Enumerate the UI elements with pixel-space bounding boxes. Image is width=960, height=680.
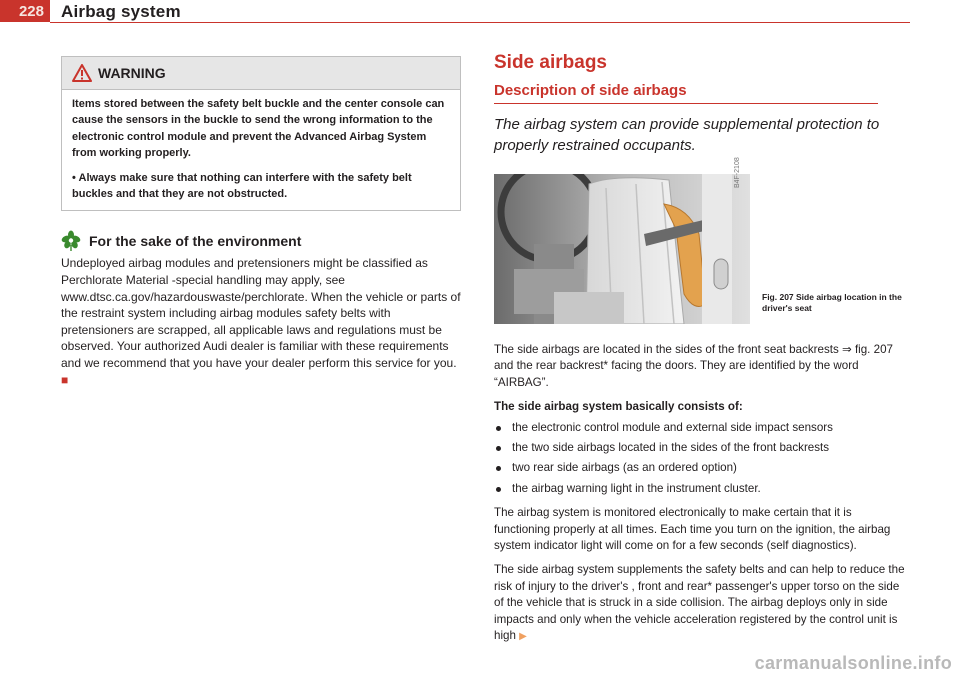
list-item: the airbag warning light in the instrument cluster. [494, 481, 910, 497]
warning-body [62, 90, 460, 210]
header-rule [50, 22, 910, 23]
continue-arrow-icon: ▶ [519, 631, 527, 643]
body-text [494, 342, 910, 646]
environment-section [61, 229, 461, 388]
right-column [494, 52, 910, 646]
intro-text: The airbag system can provide supplemental protection to properly restrained occupants. [494, 116, 880, 154]
environment-text [61, 255, 461, 388]
list-heading: The side airbag system basically consists of: [494, 400, 743, 414]
figure-image [494, 174, 750, 324]
body-paragraph-2: The airbag system is monitored electronically to make certain that it is functioning properly at all times. Each time you turn on the ignition, the airbag system indicator light will come on for a few seconds (self diagnostics). [494, 506, 891, 553]
environment-paragraph: Undeployed airbag modules and pretensioners might be classified as Perchlorate Material -special handling may apply, see www.dtsc.ca.gov/hazardouswaste/perchlorate. When the vehicle or parts of the restraint system including airbag modules safety belts with pretensioners are scrapped, all applicable laws and regulations must be observed. Your authorized Audi dealer is familiar with these requirements and we recommend that you have your dealer perform this service for you. [61, 256, 461, 370]
list-item: the two side airbags located in the sides of the front backrests [494, 440, 910, 456]
warning-box [61, 56, 461, 211]
watermark: carmanualsonline.info [754, 653, 952, 673]
body-paragraph-3 [494, 562, 910, 645]
warning-paragraph: Items stored between the safety belt buckle and the center console can cause the sensors in the buckle to send the wrong information to the electronic control module and prevent the Advanced Airbag System from working properly. [72, 98, 445, 160]
section-title: Side airbags [494, 52, 607, 73]
left-column [61, 56, 461, 388]
environment-leaf-icon [61, 230, 81, 252]
subsection-title: Description of side airbags [494, 82, 878, 104]
figure-caption: Fig. 207 Side airbag location in the driver's seat [762, 292, 902, 313]
body-paragraph-1: The side airbags are located in the sides of the front seat backrests ⇒ fig. 207 and the rear backrest* facing the doors. They are identified by the word “AIRBAG”. [494, 343, 893, 389]
warning-triangle-icon [72, 64, 92, 82]
figure-code: B4F-2108 [734, 157, 741, 188]
figure [494, 157, 910, 324]
page-number: 228 [0, 0, 50, 22]
warning-label: WARNING [98, 65, 166, 81]
page-header [0, 0, 960, 40]
environment-header [61, 229, 461, 253]
body-paragraph-3-text: The side airbag system supplements the safety belts and can help to reduce the risk of injury to the driver's , front and rear* passenger's upper torso on the side of the vehicle that is struck in a side collision. The airbag deploys only in side impacts and only when the vehicle acceleration registered by the control unit is high [494, 563, 905, 643]
list-item: the electronic control module and external side impact sensors [494, 420, 910, 436]
environment-title: For the sake of the environment [89, 233, 302, 250]
list-item: two rear side airbags (as an ordered option) [494, 460, 910, 476]
seat-illustration [494, 174, 750, 324]
end-mark: ■ [61, 372, 69, 387]
component-list [494, 420, 910, 498]
chapter-title: Airbag system [61, 2, 181, 21]
warning-bullet: • Always make sure that nothing can interfere with the safety belt buckles and that they are not obstructed. [72, 171, 412, 201]
warning-header [62, 57, 460, 90]
